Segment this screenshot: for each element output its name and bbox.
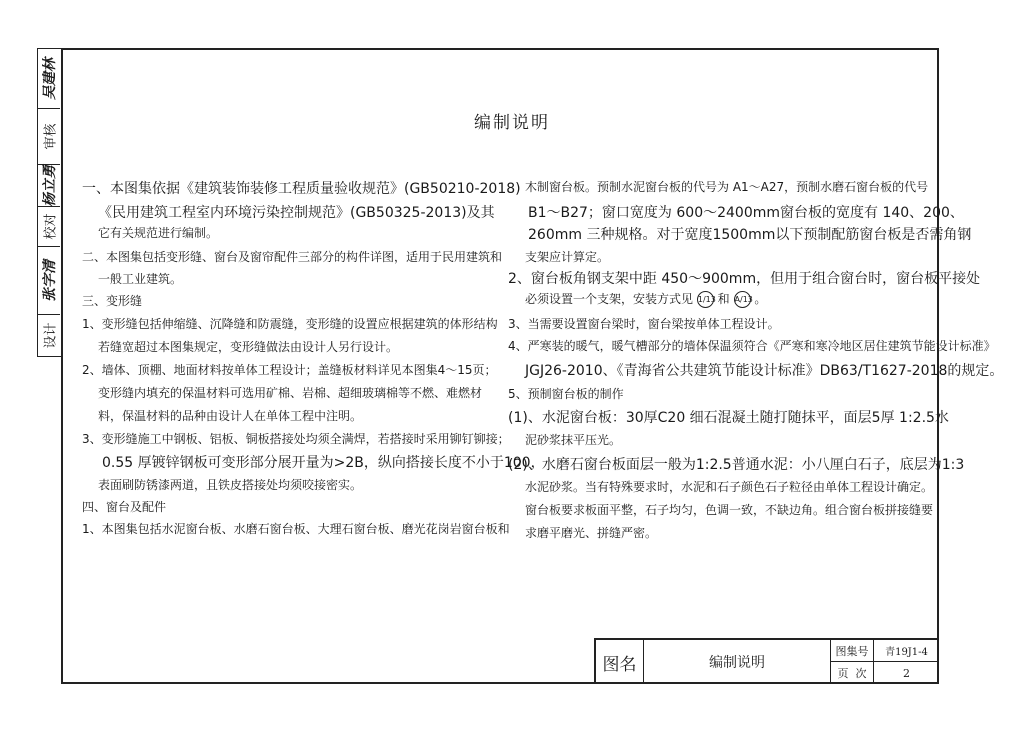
check-label: 校对 bbox=[43, 213, 59, 240]
text-line: 变形缝内填充的保温材料可选用矿棉、岩棉、超细玻璃棉等不燃、难燃材 bbox=[98, 386, 483, 400]
drawing-name: 编制说明 bbox=[644, 640, 831, 684]
text-line: (2)、水磨石窗台板面层一般为1:2.5普通水泥：小八厘白石子，底层为1:3 bbox=[508, 457, 965, 473]
text-line: 5、预制窗台板的制作 bbox=[508, 387, 624, 401]
design-sig-cell bbox=[38, 247, 60, 315]
text-line: 一、本图集依据《建筑装饰装修工程质量验收规范》(GB50210-2018) bbox=[82, 181, 521, 197]
page-title: 编制说明 bbox=[474, 113, 550, 133]
text-line: 《民用建筑工程室内环境污染控制规范》(GB50325-2013)及其 bbox=[98, 205, 495, 221]
text-line: 水泥砂浆。当有特殊要求时，水泥和石子颜色石子粒径由单体工程设计确定。 bbox=[525, 480, 934, 494]
text-line: 260mm 三种规格。对于宽度1500mm以下预制配筋窗台板是否需角钢 bbox=[528, 227, 972, 243]
text-line: 3、当需要设置窗台梁时，窗台梁按单体工程设计。 bbox=[508, 317, 780, 331]
text-line: 木制窗台板。预制水泥窗台板的代号为 A1～A27，预制水磨石窗台板的代号 bbox=[525, 180, 929, 194]
review-label: 审核 bbox=[43, 123, 59, 150]
review-signature: 吴建林 bbox=[42, 57, 58, 100]
text-line: 四、窗台及配件 bbox=[82, 500, 167, 514]
text-line: 三、变形缝 bbox=[82, 294, 143, 308]
text-line: 4、严寒装的暖气，暖气槽部分的墙体保温须符合《严寒和寒冷地区居住建筑节能设计标准》 bbox=[508, 339, 996, 353]
check-sig-cell bbox=[38, 165, 60, 207]
text-line: 泥砂浆抹平压光。 bbox=[525, 433, 622, 447]
text-line: 窗台板要求板面平整，石子均匀，色调一致，不缺边角。组合窗台板拼接缝要 bbox=[525, 503, 934, 517]
design-label-cell bbox=[38, 315, 60, 356]
text-line: 2、墙体、顶棚、地面材料按单体工程设计；盖缝板材料详见本图集4～15页； bbox=[82, 363, 497, 377]
support-mid: 和 bbox=[717, 292, 730, 306]
text-line: B1～B27；窗口宽度为 600～2400mm窗台板的宽度有 140、200、 bbox=[528, 205, 964, 221]
title-block bbox=[594, 638, 939, 684]
support-prefix: 必须设置一个支架，安装方式见 bbox=[525, 292, 694, 306]
atlas-no: 青19J1-4 bbox=[874, 640, 939, 662]
text-line: 支架应计算定。 bbox=[525, 250, 610, 264]
text-line: (1)、水泥窗台板：30厚C20 细石混凝土随打随抹平，面层5厚 1:2.5水 bbox=[508, 410, 949, 426]
page-no: 2 bbox=[903, 666, 910, 680]
drawing-name-label: 图名 bbox=[596, 640, 644, 684]
text-line: JGJ26-2010、《青海省公共建筑节能设计标准》DB63/T1627-2018的规定。 bbox=[525, 363, 1004, 379]
text-line: 二、本图集包括变形缝、窗台及窗帘配件三部分的构件详图，适用于民用建筑和 bbox=[82, 250, 503, 264]
text-line: 一般工业建筑。 bbox=[98, 272, 183, 286]
text-line: 若缝宽超过本图集规定，变形缝做法由设计人另行设计。 bbox=[98, 340, 399, 354]
text-line: 求磨平磨光、拼缝严密。 bbox=[525, 526, 658, 540]
detail-ref-2[interactable]: A/13 bbox=[734, 291, 751, 308]
text-line: 它有关规范进行编制。 bbox=[98, 226, 219, 240]
design-signature: 张字清 bbox=[42, 259, 58, 302]
signature-sidebar bbox=[37, 48, 61, 357]
text-line: 1、变形缝包括伸缩缝、沉降缝和防震缝，变形缝的设置应根据建筑的体形结构 bbox=[82, 317, 498, 331]
text-line: 表面刷防锈漆两道，且铁皮搭接处均须咬接密实。 bbox=[98, 478, 363, 492]
page-label: 页 次 bbox=[831, 662, 874, 684]
design-label: 设计 bbox=[43, 322, 59, 349]
detail-ref-1[interactable]: 1/13 bbox=[697, 291, 714, 308]
text-line: 料，保温材料的品种由设计人在单体工程中注明。 bbox=[98, 409, 363, 423]
support-suffix: 。 bbox=[754, 292, 767, 306]
text-line: 1、本图集包括水泥窗台板、水磨石窗台板、大理石窗台板、磨光花岗岩窗台板和 bbox=[82, 522, 510, 536]
atlas-no-label: 图集号 bbox=[831, 640, 874, 662]
support-line bbox=[525, 290, 766, 308]
check-label-cell bbox=[38, 207, 60, 247]
text-line: 2、窗台板角钢支架中距 450～900mm，但用于组合窗台时，窗台板平接处 bbox=[508, 271, 981, 287]
text-line: 3、变形缝施工中钢板、铝板、铜板搭接处均须全满焊，若搭接时采用铆钉铆接； bbox=[82, 432, 510, 446]
review-sig-cell bbox=[38, 49, 60, 109]
check-signature: 杨立勇 bbox=[42, 164, 58, 207]
text-line: 0.55 厚镀锌钢板可变形部分展开量为>2B，纵向搭接长度不小于100， bbox=[102, 455, 545, 471]
